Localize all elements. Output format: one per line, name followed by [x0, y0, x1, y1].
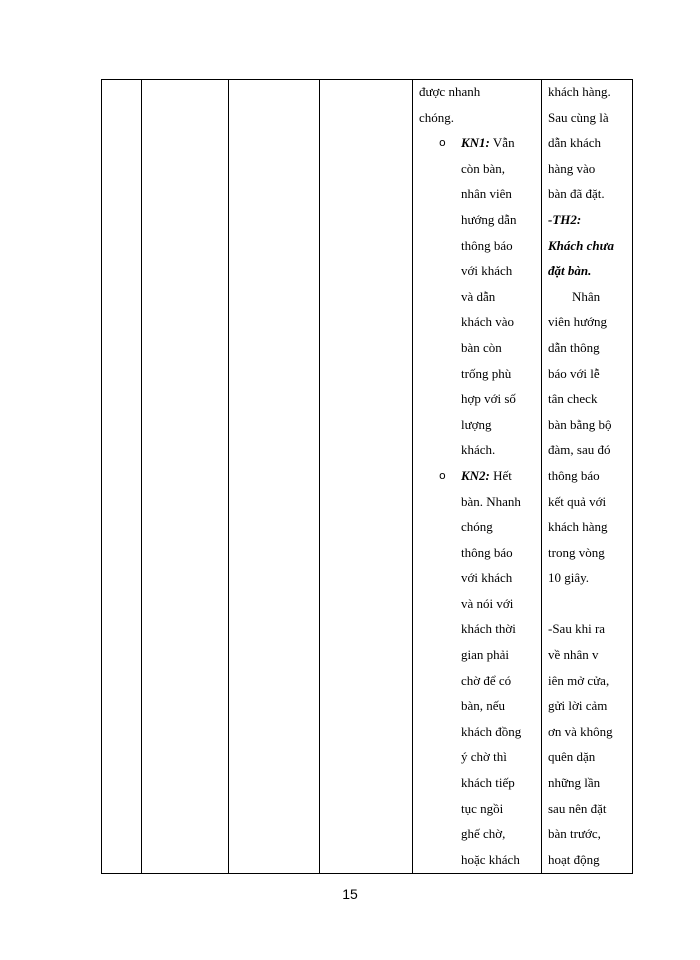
text-line: khách thời	[461, 621, 516, 637]
text-line: thông báo	[548, 467, 600, 483]
procedure-cell	[419, 79, 541, 872]
text-line: bàn, nếu	[461, 698, 506, 714]
notes-cell	[548, 79, 632, 872]
text-line: Sau cùng là	[548, 109, 609, 125]
text-line: tục ngồi	[461, 800, 504, 816]
text-line: khách tiếp	[461, 775, 515, 791]
text-line: gian phải	[461, 647, 510, 663]
blank-line	[548, 591, 632, 617]
table-column-border	[101, 79, 102, 874]
th2-heading: đặt bàn.	[548, 263, 592, 279]
text-line: còn bàn,	[461, 160, 506, 176]
table-column-border	[319, 79, 320, 874]
text-line: khách.	[461, 442, 496, 458]
text-line: báo với lễ	[548, 365, 600, 381]
text-line: lượng	[461, 416, 492, 432]
text-line: sau nên đặt	[548, 800, 607, 816]
text-line: khách hàng.	[548, 84, 611, 99]
kn1-label: KN1:	[461, 135, 490, 151]
text-line: thông báo	[461, 237, 513, 253]
text-line: trống phù	[461, 365, 512, 381]
table-bottom-border	[101, 873, 633, 874]
table-column-border	[141, 79, 142, 874]
text-line: bàn đã đặt.	[548, 186, 605, 202]
table-column-border	[632, 79, 633, 874]
text-line: hoặc khách	[461, 851, 520, 867]
text-line: -Sau khi ra	[548, 621, 606, 637]
text-line: bàn còn	[461, 339, 502, 355]
bullet-circle-icon: o	[439, 468, 446, 482]
text-line: gửi lời cảm	[548, 698, 608, 714]
text-line: những lần	[548, 775, 601, 791]
text-line: chờ để có	[461, 672, 512, 688]
kn2-first-text: Hết	[489, 467, 512, 483]
text-line: và dẫn	[461, 288, 496, 304]
th2-heading: -TH2:	[548, 211, 582, 227]
text-line: với khách	[461, 263, 513, 279]
table-column-border	[228, 79, 229, 874]
text-line: khách hàng	[548, 519, 608, 535]
text-line: với khách	[461, 570, 513, 586]
text-line: khách vào	[461, 314, 515, 330]
table-column-border	[412, 79, 413, 874]
text-line: thông báo	[461, 544, 513, 560]
text-line: về nhân v	[548, 647, 599, 663]
text-line: kết quả với	[548, 493, 607, 509]
text-line: quên dặn	[548, 749, 596, 765]
text-line: ghế chờ,	[461, 826, 506, 842]
kn1-item	[419, 130, 541, 156]
text-line: hợp với số	[461, 391, 516, 407]
text-line: bàn bằng bộ	[548, 416, 612, 432]
text-line: nhân viên	[461, 186, 512, 202]
text-line: khách đồng	[461, 723, 522, 739]
text-line: chóng	[461, 519, 493, 535]
text-line: bàn. Nhanh	[461, 493, 521, 509]
text-line: tân check	[548, 391, 598, 407]
text-line: 10 giây.	[548, 570, 590, 586]
text-line: hướng dẫn	[461, 211, 517, 227]
text-line: ý chờ thì	[461, 749, 507, 765]
text-line: dẫn thông	[548, 339, 600, 355]
text-line: viên hướng	[548, 314, 608, 330]
text-line: chóng.	[419, 109, 455, 125]
text-line: được nhanh	[419, 84, 481, 99]
text-line: bàn trước,	[548, 826, 601, 842]
th2-heading: Khách chưa	[548, 237, 614, 253]
kn2-label: KN2:	[461, 467, 490, 483]
kn1-first-text: Vẫn	[489, 135, 515, 151]
table-column-border	[541, 79, 542, 874]
page-number: 15	[342, 886, 358, 902]
text-line: ơn và không	[548, 723, 613, 739]
kn2-item	[419, 463, 541, 489]
text-line: hàng vào	[548, 160, 596, 176]
text-line: đàm, sau đó	[548, 442, 611, 458]
text-line: dẫn khách	[548, 135, 602, 151]
text-line: và nói với	[461, 595, 514, 611]
bullet-circle-icon: o	[439, 136, 446, 150]
text-line: trong vòng	[548, 544, 605, 560]
text-line: Nhân	[572, 288, 601, 304]
text-line: hoạt động	[548, 851, 600, 867]
text-line: iên mở cửa,	[548, 672, 610, 688]
